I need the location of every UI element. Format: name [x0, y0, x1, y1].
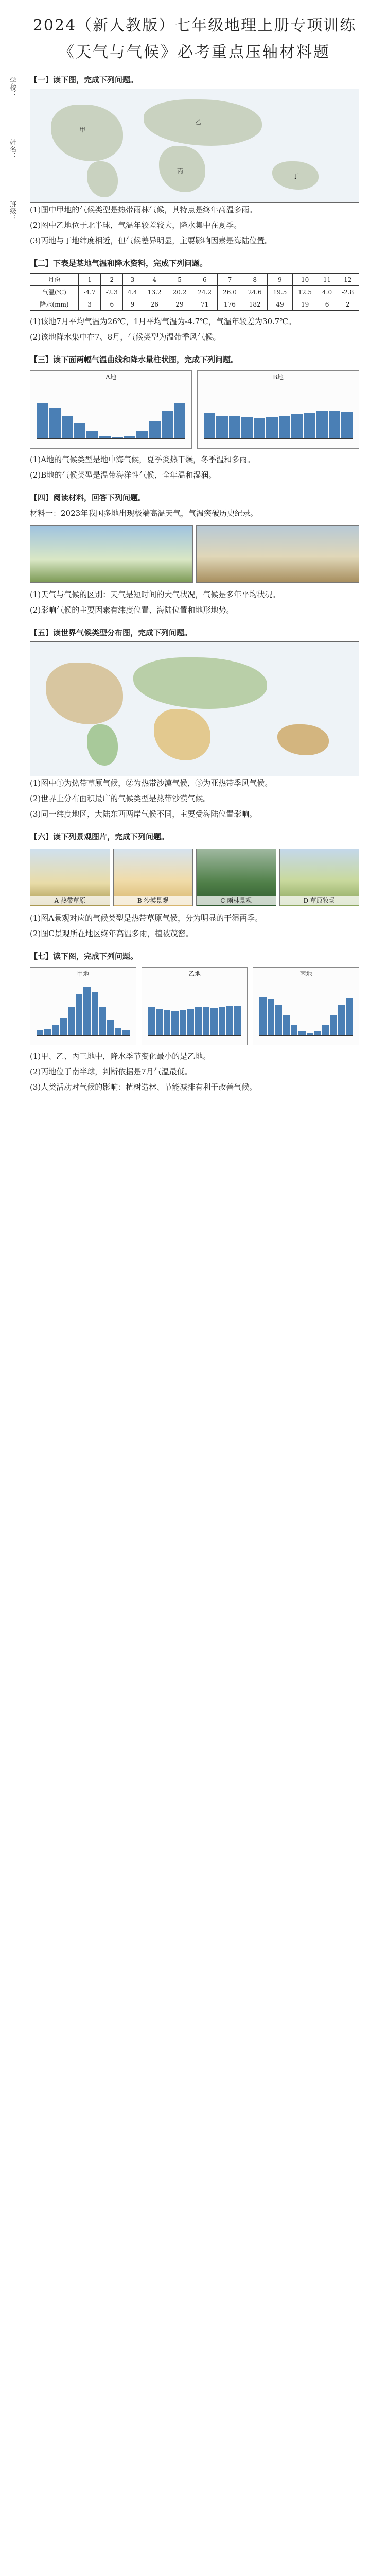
landscape-photos	[30, 849, 359, 906]
climate-chart-a: A地	[30, 370, 192, 449]
climate-table-header: 月份 1 2 3 4 5 6 7 8 9 10 11 12	[30, 274, 359, 286]
question-3-intro: 【三】读下面两幅气温曲线和降水量柱状图，完成下列问题。	[30, 355, 239, 364]
q2-line-1: (1)该地7月平均气温为26℃，1月平均气温为-4.7℃，气温年较差为30.7℃。	[30, 317, 296, 326]
world-climate-map	[30, 641, 359, 776]
landscape-photo-c: C 雨林景观	[196, 849, 276, 906]
question-2	[30, 257, 359, 344]
q4-photos	[30, 525, 359, 583]
question-4-intro: 【四】阅读材料，回答下列问题。	[30, 493, 146, 502]
q3-line-1: (1)A地的气候类型是地中海气候，夏季炎热干燥，冬季温和多雨。	[30, 455, 255, 464]
question-3	[30, 353, 359, 482]
question-5	[30, 626, 359, 821]
q6-line-1: (1)图A景观对应的气候类型是热带草原气候，分为明显的干湿两季。	[30, 913, 263, 923]
q5-line-3: (3)同一纬度地区，大陆东西两岸气候不同，主要受海陆位置影响。	[30, 809, 257, 819]
q4-photo-1	[30, 525, 193, 583]
map-label-c: 丙	[177, 167, 184, 175]
landscape-photo-a: A 热带草原	[30, 849, 110, 906]
question-7-intro: 【七】读下图，完成下列问题。	[30, 952, 138, 961]
q7-line-2: (2)丙地位于南半球，判断依据是7月气温最低。	[30, 1067, 192, 1076]
document-page	[30, 0, 359, 1096]
climate-table-row-temp: 气温(℃) -4.7 -2.3 4.4 13.2 20.2 24.2 26.0 24.6 19.5 12.5 4.0 -2.8	[30, 286, 359, 298]
q1-line-1: (1)图中甲地的气候类型是热带雨林气候，其特点是终年高温多雨。	[30, 205, 257, 214]
climate-chart-jia: 甲地	[30, 967, 136, 1045]
question-6	[30, 830, 359, 940]
class-label: 班级：	[8, 201, 16, 221]
question-7	[30, 950, 359, 1094]
question-5-intro: 【五】读世界气候类型分布图，完成下列问题。	[30, 628, 192, 637]
q7-line-3: (3)人类活动对气候的影响：植树造林、节能减排有利于改善气候。	[30, 1082, 257, 1092]
q4-photo-2	[196, 525, 359, 583]
document-title: 2024（新人教版）七年级地理上册专项训练	[32, 16, 357, 35]
landscape-photo-b: B 沙漠景观	[113, 849, 193, 906]
landscape-photo-d: D 草原牧场	[279, 849, 360, 906]
question-6-intro: 【六】读下列景观图片，完成下列问题。	[30, 832, 169, 841]
q7-line-1: (1)甲、乙、丙三地中，降水季节变化最小的是乙地。	[30, 1052, 211, 1061]
question-1	[30, 73, 359, 247]
q5-line-2: (2)世界上分布面积最广的气候类型是热带沙漠气候。	[30, 794, 211, 803]
climate-table-row-precip: 降水(mm) 3 6 9 26 29 71 176 182 49 19 6 2	[30, 298, 359, 311]
q4-line-2: (1)天气与气候的区别：天气是短时间的大气状况，气候是多年平均状况。	[30, 590, 280, 599]
name-label: 姓名：	[8, 139, 16, 159]
binding-margin	[4, 77, 25, 247]
question-2-intro: 【二】下表是某地气温和降水资料，完成下列问题。	[30, 259, 208, 268]
climate-chart-yi: 乙地	[142, 967, 248, 1045]
climate-chart-b: B地	[197, 370, 359, 449]
map-label-a: 甲	[79, 126, 86, 133]
q5-line-1: (1)图中①为热带草原气候，②为热带沙漠气候，③为亚热带季风气候。	[30, 778, 273, 788]
q4-line-3: (2)影响气候的主要因素有纬度位置、海陆位置和地形地势。	[30, 605, 234, 615]
climate-chart-bing: 丙地	[253, 967, 359, 1045]
map-label-b: 乙	[195, 118, 202, 126]
climate-charts-q7	[30, 967, 359, 1045]
map-label-d: 丁	[293, 173, 299, 180]
climate-charts-q3	[30, 370, 359, 449]
q3-line-2: (2)B地的气候类型是温带海洋性气候，全年温和湿润。	[30, 470, 217, 480]
question-4	[30, 491, 359, 617]
q4-line-1: 材料一：2023年我国多地出现极端高温天气，气温突破历史纪录。	[30, 509, 258, 518]
q6-line-2: (2)图C景观所在地区终年高温多雨，植被茂密。	[30, 929, 193, 938]
q1-line-3: (3)丙地与丁地纬度相近，但气候差异明显，主要影响因素是海陆位置。	[30, 236, 273, 245]
climate-table	[30, 273, 359, 311]
document-subtitle: 《天气与气候》必考重点压轴材料题	[59, 43, 330, 61]
q2-line-2: (2)该地降水集中在7、8月，气候类型为温带季风气候。	[30, 332, 221, 342]
question-1-intro: 【一】读下图，完成下列问题。	[30, 75, 138, 84]
school-label: 学校：	[8, 77, 16, 97]
world-map-1	[30, 89, 359, 203]
q1-line-2: (2)图中乙地位于北半球，气温年较差较大，降水集中在夏季。	[30, 221, 242, 230]
